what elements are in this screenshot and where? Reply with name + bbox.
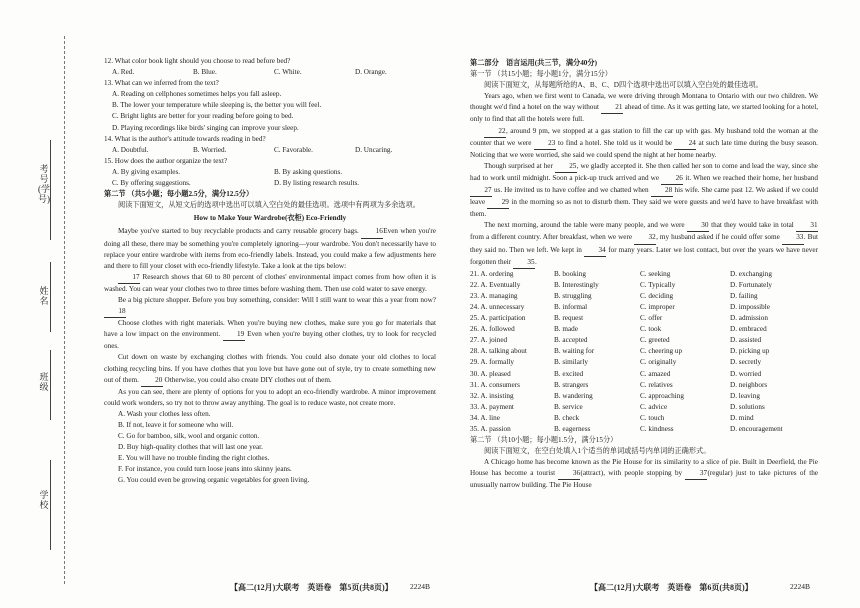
cloze-option: 26. A. followed xyxy=(470,325,515,334)
cloze-option: 21. A. ordering xyxy=(470,269,514,278)
paragraph: The next morning, around the table were many people, and we were 30 that they would take in total 31 from a different country. After breakfast, when we were 32, my husband asked if he could offer some 33. But they said no. Then we left. We kept in 34 for many years. Later we lost contact, but over the years we have never forgotten their 35. xyxy=(470,220,818,268)
blank-number: 24 xyxy=(674,138,696,150)
option: B. By asking questions. xyxy=(274,167,343,176)
cloze-option: C. Typically xyxy=(640,280,676,289)
cloze-option: D. neighbors xyxy=(730,380,768,389)
paragraph: Cut down on waste by exchanging clothes with friends. You could also donate your old clothes to local clothing recycling bins. If you have clothes that you love but have gone out of style, try to create something new out of them. 20 Otherwise, you could also create DIY clothes out of them. xyxy=(104,352,436,386)
cloze-option: 24. A. unnecessary xyxy=(470,302,525,311)
blank-number: 31 xyxy=(796,220,818,232)
cloze-option: C. approaching xyxy=(640,391,684,400)
blank-number: 34 xyxy=(584,245,606,257)
left-page-column xyxy=(104,56,436,487)
choice-list xyxy=(104,409,436,487)
cloze-option: 33. A. payment xyxy=(470,402,514,411)
cloze-option: B. service xyxy=(554,402,583,411)
cloze-option: 31. A. consumers xyxy=(470,380,520,389)
cloze-option: D. impossible xyxy=(730,302,770,311)
blank-number: 19 xyxy=(223,329,245,341)
cloze-option: D. assisted xyxy=(730,336,762,345)
option: D. By listing research results. xyxy=(274,179,360,188)
cloze-option: B. similarly xyxy=(554,358,588,367)
cloze-option: D. mind xyxy=(730,413,754,422)
choice-option: B. If not, leave it for someone who will. xyxy=(118,421,234,429)
name-label: 姓名 xyxy=(39,286,49,306)
blank-number: 36 xyxy=(558,468,580,480)
binding-sidebar xyxy=(0,0,92,608)
paragraph: 22, around 9 pm, we stopped at a gas station to fill the car up with gas. My husband told the woman at the counter that we were 23 to find a hotel. She told us it would be 24 at such late time during the busy season. Noticing that we were worried, she said we could spend the night at her home nearby. xyxy=(470,126,818,159)
option: D. Orange. xyxy=(355,68,387,77)
choice-option: A. Wash your clothes less often. xyxy=(118,409,211,418)
option: A. Doubtful. xyxy=(112,145,149,154)
q12-options xyxy=(104,67,436,78)
paragraph: Years ago, when we first went to Canada, we were driving through Montana to Ontario with our two children. We thought we'd find a hotel on the way without 21 ahead of time. As it was getting late, we started looking for a hotel, only to find that all the hotels were full. xyxy=(470,92,819,124)
cloze-option: D. embraced xyxy=(730,325,767,334)
cloze-option: 28. A. talking about xyxy=(470,347,527,356)
binding-dash-line xyxy=(64,36,65,584)
name-line xyxy=(50,262,51,332)
part2-title: 第二部分 语言运用(共三节，满分40分) xyxy=(470,59,597,67)
cloze-option: D. exchanging xyxy=(730,269,772,278)
choice-option: E. You will have no trouble finding the right clothes. xyxy=(118,454,270,463)
option: C. Favorable. xyxy=(274,145,313,154)
cloze-option: D. worried xyxy=(730,369,762,378)
choice-option: D. Buy high-quality clothes that will last one year. xyxy=(118,443,263,452)
right-page-column xyxy=(470,58,818,492)
q14-stem: 14. What is the author's attitude towards reading in bed? xyxy=(104,134,266,143)
section2-title: 第二节 （共5小题；每小题2.5分，满分12.5分） xyxy=(104,190,254,199)
cloze-option: 25. A. participation xyxy=(470,314,526,323)
cloze-option: D. encouragement xyxy=(730,425,783,433)
cloze-option: B. request xyxy=(554,314,584,323)
option: D. Uncaring. xyxy=(355,145,393,154)
right-footer: 【高二(12月)大联考 英语卷 第6页(共8页)】 xyxy=(590,583,753,592)
cloze-option: 22. A. Eventually xyxy=(470,280,521,289)
blank-number: 23 xyxy=(534,138,556,150)
cloze-option: B. waiting for xyxy=(554,347,595,356)
section2-title: 第二节 （共10小题；每小题1.5分，满分15分） xyxy=(470,436,618,445)
cloze-option: 32. A. insisting xyxy=(470,391,514,400)
option: B. The lower your temperature while sleeping is, the better you will feel. xyxy=(112,101,322,110)
option: B. Blue. xyxy=(193,68,217,77)
q15-stem: 15. How does the author organize the text? xyxy=(104,156,228,165)
cloze-option: C. greeted xyxy=(640,336,670,345)
cloze-option: 29. A. formally xyxy=(470,358,514,367)
cloze-option: D. Fortunately xyxy=(730,280,772,289)
blank-number: 30 xyxy=(687,220,709,232)
cloze-option: C. improper xyxy=(640,302,675,311)
cloze-option: C. touch xyxy=(640,413,665,422)
cloze-passage xyxy=(470,91,818,268)
blank-number: 22 xyxy=(484,126,506,138)
cloze-option: B. made xyxy=(554,325,578,334)
option: D. Playing recordings like birds' singing can improve your sleep. xyxy=(112,123,299,132)
left-footer: 【高二(12月)大联考 英语卷 第5页(共8页)】 xyxy=(230,583,393,592)
cloze-option: D. admission xyxy=(730,314,768,323)
blank-number: 16 xyxy=(361,226,383,238)
choice-option: C. Go for bamboo, silk, wool and organic cotton. xyxy=(118,432,260,441)
paragraph: Though surprised at her 25, we gladly accepted it. She then called her son to come and lead the way, since she had to work until midnight. Soon a pick-up truck arrived and we 26 it. When we reached their home, her husband 27 us. He invited us to have coffee and we chatted when 28 his wife. She came past 12. We asked if we could leave 29 in the morning so as not to disturb them. They said we were guests and we'd have to have breakfast with them. xyxy=(470,161,818,219)
cloze-option: C. kindness xyxy=(640,425,674,433)
passage-body xyxy=(104,226,436,409)
cloze-option: B. accepted xyxy=(554,336,588,345)
section1-title: 第一节 （共15小题；每小题1分，满分15分） xyxy=(470,70,612,79)
cloze-option: 34. A. line xyxy=(470,413,500,422)
class-label: 班级 xyxy=(39,372,49,392)
left-page-code: 2224B xyxy=(410,582,431,591)
cloze-option: C. cheering up xyxy=(640,347,683,356)
cloze-option: C. amazed xyxy=(640,369,671,378)
blank-number: 21 xyxy=(601,102,623,114)
section2-instructions: 阅读下面短文，在空白处填入1个适当的单词或括号内单词的正确形式。 xyxy=(484,447,711,456)
cloze-option: 23. A. managing xyxy=(470,291,518,300)
blank-number: 28 xyxy=(651,185,673,197)
blank-number: 25 xyxy=(555,161,577,173)
cloze-option: C. advice xyxy=(640,402,668,411)
cloze-option: C. relatives xyxy=(640,380,673,389)
blank-number: 27 xyxy=(470,185,492,197)
school-line xyxy=(50,460,51,550)
cloze-option: C. offer xyxy=(640,314,663,323)
cloze-option: 35. A. passion xyxy=(470,425,511,433)
passage-title: How to Make Your Wardrobe(衣柜) Eco-Friendly xyxy=(193,214,347,223)
paragraph: As you can see, there are plenty of options for you to adopt an eco-friendly wardrobe. A minor improvement could work wonders, so try not to throw away anything. The goal is to reduce waste, not create more. xyxy=(104,387,436,407)
right-page-code: 2224B xyxy=(790,582,811,591)
cloze-option: B. strangers xyxy=(554,380,589,389)
cloze-option: C. deciding xyxy=(640,291,674,300)
cloze-option: B. check xyxy=(554,413,580,422)
class-line xyxy=(50,350,51,420)
choice-option: F. For instance, you could turn loose jeans into skinny jeans. xyxy=(118,465,292,474)
cloze-option: D. secretly xyxy=(730,358,762,367)
cloze-option: D. picking up xyxy=(730,347,770,356)
blank-number: 37 xyxy=(685,468,707,480)
option: A. Reading on cellphones sometimes helps you fall asleep. xyxy=(112,90,282,99)
section1-instructions: 阅读下面短文，从每题所给的A、B、C、D四个选项中选出可以填入空白处的最佳选项。 xyxy=(484,81,763,90)
exam-no-line xyxy=(50,140,51,240)
cloze-option: C. originally xyxy=(640,358,677,367)
grammar-passage: A Chicago home has become known as the Pie House for its similarity to a slice of pie. Built in Deerfield, the Pie House has become a tourist 36(attract), with people stopping by 37(regular) just to take pictures of the unusually narrow building. The Pie House xyxy=(470,458,818,490)
cloze-option: B. eagerness xyxy=(554,425,591,433)
q13-stem: 13. What can we inferred from the text? xyxy=(104,79,219,88)
cloze-option: D. solutions xyxy=(730,402,765,411)
cloze-option: D. failing xyxy=(730,291,758,300)
q15-options-row1 xyxy=(104,167,436,178)
cloze-option: C. seeking xyxy=(640,269,671,278)
cloze-option: B. wandering xyxy=(554,391,593,400)
blank-number: 18 xyxy=(104,306,126,318)
option: A. By giving examples. xyxy=(112,167,181,176)
section2-instructions: 阅读下面短文，从短文后的选项中选出可以填入空白处的最佳选项。选项中有两项为多余选项。 xyxy=(118,201,420,210)
paragraph: Be a big picture shopper. Before you buy something, consider: Will I still want to wear this a year from now? 18 xyxy=(104,295,436,318)
paragraph: Choose clothes with right materials. When you're buying new clothes, make sure you go for materials that have a low impact on the environment. 19 Even when you're buying other clothes, try to look for recycled ones. xyxy=(104,319,436,351)
cloze-option: B. booking xyxy=(554,269,586,278)
blank-number: 35 xyxy=(513,257,535,269)
choice-option: G. You could even be growing organic vegetables for green living. xyxy=(118,476,310,485)
blank-number: 33 xyxy=(782,232,804,244)
blank-number: 32 xyxy=(634,232,656,244)
cloze-option: B. informal xyxy=(554,302,588,311)
option: C. By offering suggestions. xyxy=(112,179,191,188)
paragraph: 17 Research shows that 60 to 80 percent of clothes' environmental impact comes from how often it is washed. You can wear your clothes two to three times before washing them. Then use cold water to save energy. xyxy=(104,272,436,293)
cloze-option: B. Interestingly xyxy=(554,280,599,289)
option: B. Worried. xyxy=(193,145,227,154)
option: A. Red. xyxy=(112,68,135,77)
q14-options xyxy=(104,145,436,156)
blank-number: 29 xyxy=(487,197,509,209)
q12-stem: 12. What color book light should you choose to read before bed? xyxy=(104,57,291,65)
option: C. White. xyxy=(274,68,302,77)
q15-options-row2 xyxy=(104,178,436,189)
cloze-option: 27. A. joined xyxy=(470,336,508,345)
school-label: 学校 xyxy=(39,490,49,510)
cloze-option: B. struggling xyxy=(554,291,592,300)
option: C. Bright lights are better for your reading before going to bed. xyxy=(112,112,294,121)
blank-number: 17 xyxy=(118,272,140,284)
cloze-option: B. excited xyxy=(554,369,584,378)
cloze-option: C. took xyxy=(640,325,662,334)
blank-number: 26 xyxy=(661,173,683,185)
paragraph: Maybe you've started to buy recyclable products and carry reusable grocery bags. 16Even when you're doing all these, there may be something you're completely ignoring—your wardrobe. You don't necessarily have to replace your entire wardrobe with items from eco-friendly labels. Instead, you could make a few adjustments here and there to fill your closet with eco-friendly lifestyle. Take a look at the tips below: xyxy=(104,227,436,270)
exam-no-label: 考号(学号) xyxy=(38,164,50,204)
cloze-option: D. leaving xyxy=(730,391,760,400)
cloze-option: 30. A. pleased xyxy=(470,369,511,378)
cloze-options-grid xyxy=(470,269,818,435)
blank-number: 20 xyxy=(141,375,163,387)
